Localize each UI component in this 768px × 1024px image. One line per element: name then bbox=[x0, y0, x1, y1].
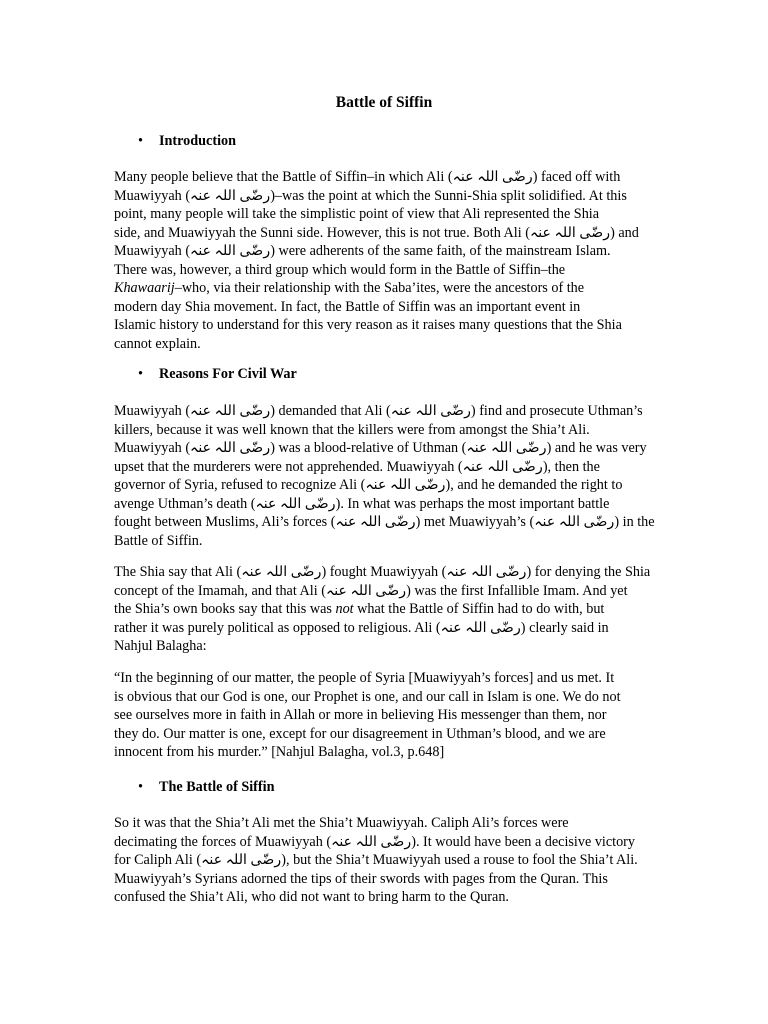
section-heading-introduction bbox=[138, 132, 236, 151]
section-heading-reasons-for-civil-war bbox=[138, 365, 297, 384]
paragraph-introduction bbox=[114, 168, 662, 353]
heading-label: Reasons For Civil War bbox=[159, 366, 297, 382]
text-line: So it was that the Shia’t Ali met the Shia’t Muawiyyah. Caliph Ali’s forces were bbox=[114, 815, 569, 831]
text-line: Muawiyyah (رضّی اللہ عنہ) was a blood-relative of Uthman (رضّی اللہ عنہ) and he was very bbox=[114, 440, 647, 456]
text-line: confused the Shia’t Ali, who did not want to bring harm to the Quran. bbox=[114, 889, 509, 905]
text-line: Muawiyyah (رضّی اللہ عنہ) were adherents of the same faith, of the mainstream Islam. bbox=[114, 243, 611, 259]
text-line: The Shia say that Ali (رضّی اللہ عنہ) fought Muawiyyah (رضّی اللہ عنہ) for denying the Shia bbox=[114, 564, 651, 580]
paragraph-shia-claim bbox=[114, 563, 662, 656]
italic-emphasis: not bbox=[335, 601, 354, 617]
text-line: side, and Muawiyyah the Sunni side. However, this is not true. Both Ali (رضّی اللہ عنہ) and bbox=[114, 224, 639, 241]
text-line: innocent from his murder.” [Nahjul Balagha, vol.3, p.648] bbox=[114, 744, 445, 760]
text-line: Nahjul Balagha: bbox=[114, 638, 207, 654]
document-title: Battle of Siffin bbox=[335, 94, 433, 111]
text-run: –who, via their relationship with the Saba’ites, were the ancestors of the bbox=[174, 280, 585, 296]
text-line: rather it was purely political as opposed to religious. Ali (رضّی اللہ عنہ) clearly said in bbox=[114, 619, 609, 636]
paragraph-reasons bbox=[114, 402, 662, 550]
text-line: point, many people will take the simplistic point of view that Ali represented the Shia bbox=[114, 206, 600, 222]
text-run: the Shia’s own books say that this was bbox=[114, 601, 336, 617]
heading-label: The Battle of Siffin bbox=[159, 779, 275, 795]
text-line: fought between Muslims, Ali’s forces (رضّی اللہ عنہ) met Muawiyyah’s (رضّی اللہ عنہ) in the bbox=[114, 514, 655, 530]
text-line: see ourselves more in faith in Allah or more in believing His messenger than them, nor bbox=[114, 707, 607, 723]
text-line: Muawiyyah (رضّی اللہ عنہ)–was the point at which the Sunni-Shia split solidified. At this bbox=[114, 187, 627, 204]
text-line: decimating the forces of Muawiyyah (رضّی اللہ عنہ). It would have been a decisive victory bbox=[114, 833, 635, 850]
section-heading-the-battle-of-siffin bbox=[138, 778, 274, 797]
text-line bbox=[114, 600, 662, 619]
text-run: what the Battle of Siffin had to do with, but bbox=[353, 601, 605, 617]
text-line: Battle of Siffin. bbox=[114, 532, 203, 549]
text-line: “In the beginning of our matter, the people of Syria [Muawiyyah’s forces] and us met. It bbox=[114, 670, 615, 686]
text-line: upset that the murderers were not apprehended. Muawiyyah (رضّی اللہ عنہ), then the bbox=[114, 458, 600, 475]
text-line: Islamic history to understand for this very reason as it raises many questions that the Shia bbox=[114, 317, 622, 333]
paragraph-battle bbox=[114, 814, 662, 907]
text-line: concept of the Imamah, and that Ali (رضّی اللہ عنہ) was the first Infallible Imam. And yet bbox=[114, 582, 628, 599]
text-line: Muawiyyah’s Syrians adorned the tips of their swords with pages from the Quran. This bbox=[114, 870, 608, 887]
text-line: There was, however, a third group which would form in the Battle of Siffin–the bbox=[114, 261, 566, 278]
text-line: cannot explain. bbox=[114, 335, 201, 352]
text-line: Muawiyyah (رضّی اللہ عنہ) demanded that Ali (رضّی اللہ عنہ) find and prosecute Uthman’s bbox=[114, 403, 643, 419]
text-line: modern day Shia movement. In fact, the Battle of Siffin was an important event in bbox=[114, 298, 581, 315]
italic-term: Khawaarij bbox=[114, 280, 175, 296]
text-line: avenge Uthman’s death (رضّی اللہ عنہ). In what was perhaps the most important battle bbox=[114, 495, 610, 512]
bullet-icon: • bbox=[138, 366, 143, 382]
heading-label: Introduction bbox=[159, 133, 236, 149]
text-line: for Caliph Ali (رضّی اللہ عنہ), but the Shia’t Muawiyyah used a rouse to fool the Shia’t Ali. bbox=[114, 852, 638, 868]
bullet-icon: • bbox=[138, 779, 143, 795]
paragraph-quote bbox=[114, 669, 662, 762]
text-line: governor of Syria, refused to recognize Ali (رضّی اللہ عنہ), and he demanded the right to bbox=[114, 477, 623, 493]
text-line bbox=[114, 279, 662, 298]
text-line: Many people believe that the Battle of Siffin–in which Ali (رضّی اللہ عنہ) faced off with bbox=[114, 169, 621, 185]
text-line: is obvious that our God is one, our Prophet is one, and our call in Islam is one. We do not bbox=[114, 688, 621, 705]
text-line: they do. Our matter is one, except for our disagreement in Uthman’s blood, and we are bbox=[114, 725, 606, 742]
text-line: killers, because it was well known that the killers were from amongst the Shia’t Ali. bbox=[114, 421, 590, 438]
bullet-icon: • bbox=[138, 133, 143, 149]
